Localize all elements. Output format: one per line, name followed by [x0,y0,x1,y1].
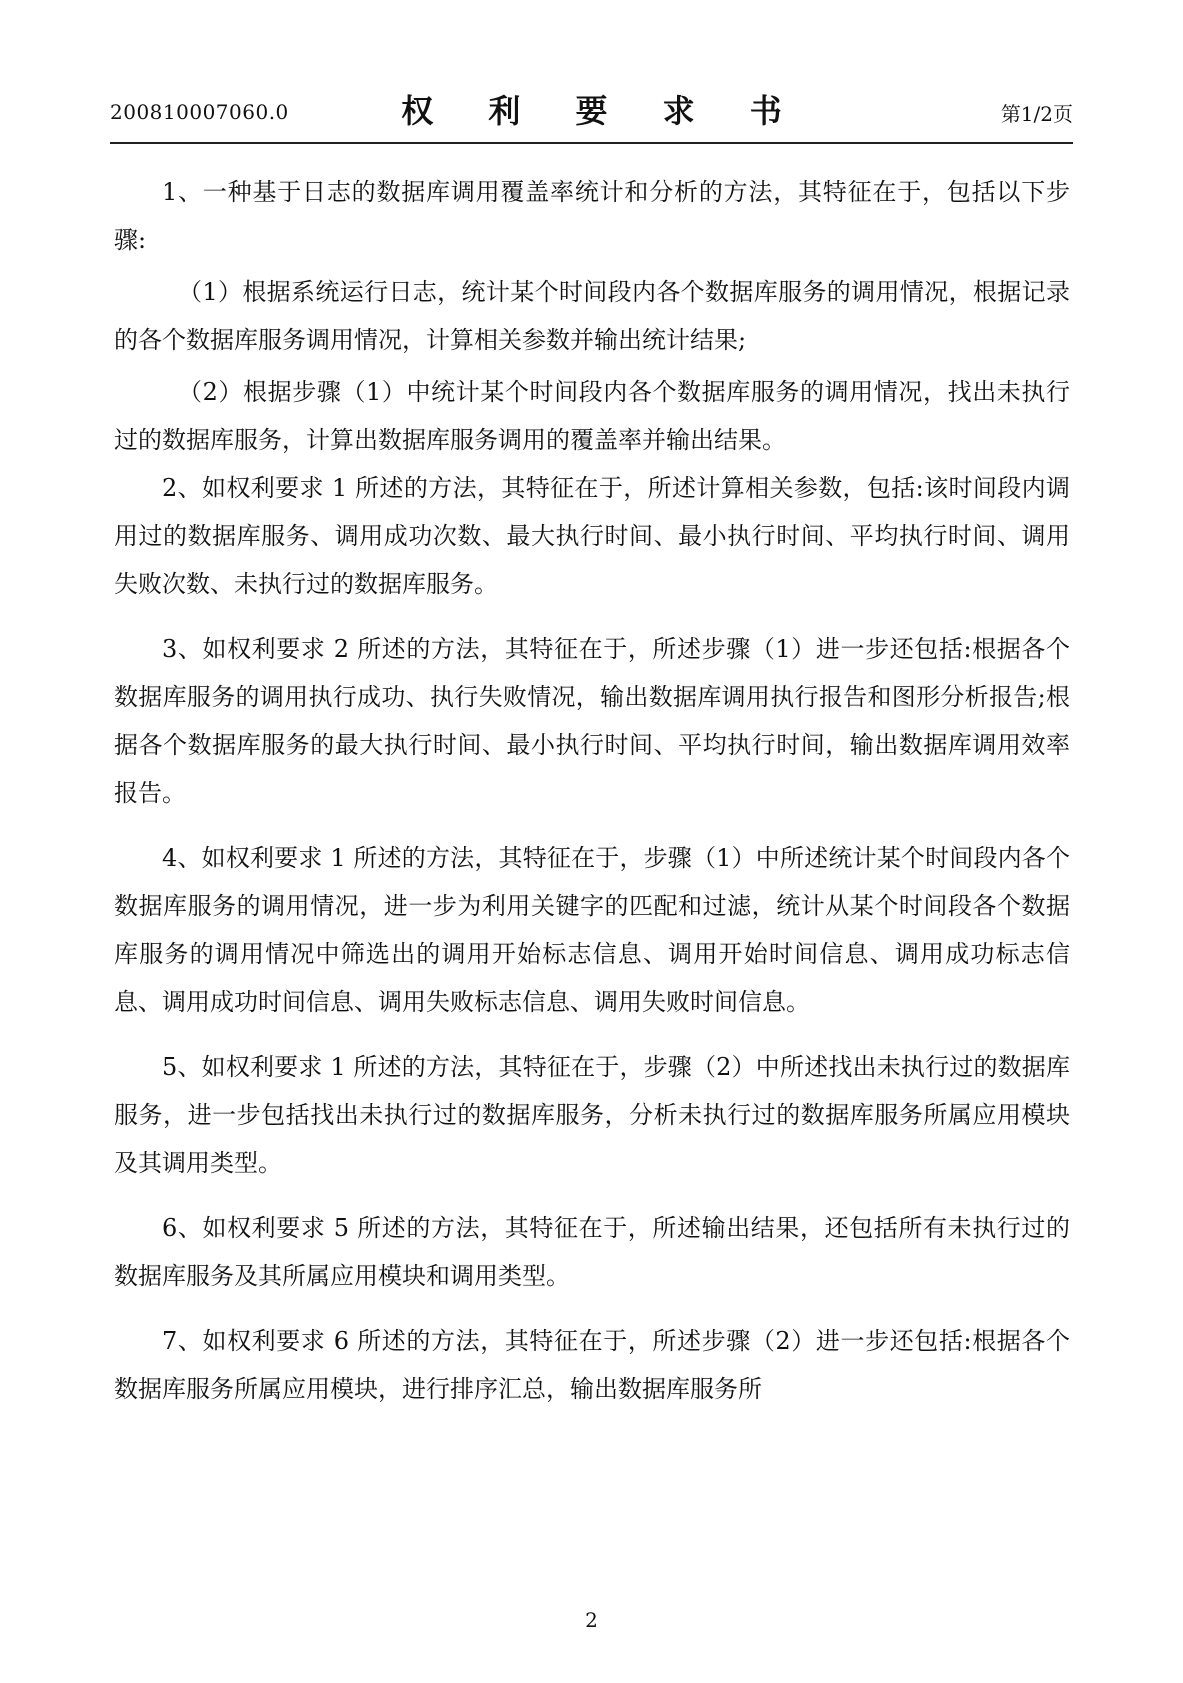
claim-4: 4、如权利要求 1 所述的方法，其特征在于，步骤（1）中所述统计某个时间段内各个数据库服务的调用情况，进一步为利用关键字的匹配和过滤，统计从某个时间段各个数据库服务的调用情况中筛选出的调用开始标志信息、调用开始时间信息、调用成功标志信息、调用成功时间信息、调用失败标志信息、调用失败时间信息。 [114,844,1070,1016]
document-title: 权 利 要 求 书 [401,92,804,130]
claims-body [114,168,1070,1413]
claim-step: （2）根据步骤（1）中统计某个时间段内各个数据库服务的调用情况，找出未执行过的数据库服务，计算出数据库服务调用的覆盖率并输出结果。 [114,378,1070,454]
header-rule [110,142,1073,144]
claim-2: 2、如权利要求 1 所述的方法，其特征在于，所述计算相关参数，包括:该时间段内调用过的数据库服务、调用成功次数、最大执行时间、最小执行时间、平均执行时间、调用失败次数、未执行过的数据库服务。 [114,474,1070,598]
page-info: 第1/2页 [1000,102,1073,126]
claim-text: 1、一种基于日志的数据库调用覆盖率统计和分析的方法，其特征在于，包括以下步骤: [114,178,1070,254]
claim-3: 3、如权利要求 2 所述的方法，其特征在于，所述步骤（1）进一步还包括:根据各个数据库服务的调用执行成功、执行失败情况，输出数据库调用执行报告和图形分析报告;根据各个数据库服务的最大执行时间、最小执行时间、平均执行时间，输出数据库调用效率报告。 [114,635,1070,807]
page-header [110,82,1073,138]
claim-6: 6、如权利要求 5 所述的方法，其特征在于，所述输出结果，还包括所有未执行过的数据库服务及其所属应用模块和调用类型。 [114,1214,1070,1290]
page-number: 2 [585,1608,598,1632]
claim-5: 5、如权利要求 1 所述的方法，其特征在于，步骤（2）中所述找出未执行过的数据库服务，进一步包括找出未执行过的数据库服务，分析未执行过的数据库服务所属应用模块及其调用类型。 [114,1053,1070,1177]
application-number: 200810007060.0 [110,100,289,124]
claim-step: （1）根据系统运行日志，统计某个时间段内各个数据库服务的调用情况，根据记录的各个数据库服务调用情况，计算相关参数并输出统计结果; [114,278,1070,354]
claim-1 [114,168,1070,464]
claim-7: 7、如权利要求 6 所述的方法，其特征在于，所述步骤（2）进一步还包括:根据各个数据库服务所属应用模块，进行排序汇总，输出数据库服务所 [114,1327,1070,1403]
